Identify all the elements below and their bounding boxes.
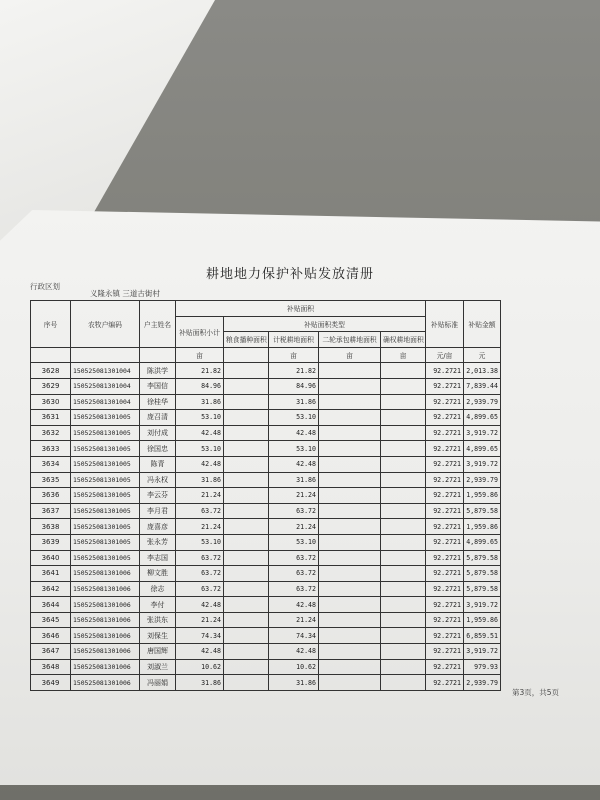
header-code: 农牧户编码 [71, 301, 140, 348]
cell-area-subtotal: 53.10 [176, 410, 224, 426]
cell-confirmed-area [381, 644, 426, 660]
cell-contract-area [319, 488, 381, 504]
cell-standard: 92.2721 [426, 628, 464, 644]
cell-seq: 3648 [31, 659, 71, 675]
cell-tax-area: 63.72 [269, 581, 319, 597]
cell-contract-area [319, 675, 381, 691]
cell-amount: 3,919.72 [464, 425, 501, 441]
cell-standard: 92.2721 [426, 488, 464, 504]
cell-amount: 3,919.72 [464, 644, 501, 660]
cell-contract-area [319, 394, 381, 410]
cell-area-subtotal: 63.72 [176, 550, 224, 566]
cell-standard: 92.2721 [426, 378, 464, 394]
cell-standard: 92.2721 [426, 581, 464, 597]
cell-code: 150525081301006 [71, 566, 140, 582]
cell-name: 徐国忠 [140, 441, 176, 457]
cell-area-subtotal: 63.72 [176, 503, 224, 519]
cell-grain-area [224, 503, 269, 519]
cell-seq: 3647 [31, 644, 71, 660]
cell-grain-area [224, 550, 269, 566]
cell-tax-area: 42.48 [269, 456, 319, 472]
table-row [31, 628, 501, 644]
cell-contract-area [319, 550, 381, 566]
cell-confirmed-area [381, 550, 426, 566]
cell-area-subtotal: 10.62 [176, 659, 224, 675]
cell-confirmed-area [381, 425, 426, 441]
cell-contract-area [319, 363, 381, 379]
header-amount: 补贴金额 [464, 301, 501, 348]
cell-amount: 2,013.38 [464, 363, 501, 379]
cell-seq: 3628 [31, 363, 71, 379]
cell-contract-area [319, 534, 381, 550]
cell-contract-area [319, 566, 381, 582]
cell-grain-area [224, 566, 269, 582]
cell-confirmed-area [381, 659, 426, 675]
cell-standard: 92.2721 [426, 675, 464, 691]
cell-tax-area: 53.10 [269, 534, 319, 550]
cell-standard: 92.2721 [426, 472, 464, 488]
cell-grain-area [224, 425, 269, 441]
cell-tax-area: 21.24 [269, 488, 319, 504]
cell-name: 陈青 [140, 456, 176, 472]
cell-code: 150525081301005 [71, 534, 140, 550]
cell-area-subtotal: 42.48 [176, 644, 224, 660]
cell-tax-area: 42.48 [269, 597, 319, 613]
unit-standard: 元/亩 [426, 347, 464, 363]
cell-tax-area: 84.96 [269, 378, 319, 394]
cell-seq: 3631 [31, 410, 71, 426]
cell-area-subtotal: 21.24 [176, 519, 224, 535]
cell-grain-area [224, 628, 269, 644]
cell-amount: 1,959.86 [464, 488, 501, 504]
cell-contract-area [319, 425, 381, 441]
cell-tax-area: 21.24 [269, 612, 319, 628]
cell-contract-area [319, 456, 381, 472]
cell-code: 150525081301006 [71, 675, 140, 691]
cell-confirmed-area [381, 456, 426, 472]
cell-code: 150525081301005 [71, 425, 140, 441]
cell-name: 张洪东 [140, 612, 176, 628]
cell-tax-area: 53.10 [269, 410, 319, 426]
table-row [31, 503, 501, 519]
cell-contract-area [319, 597, 381, 613]
cell-standard: 92.2721 [426, 410, 464, 426]
cell-confirmed-area [381, 581, 426, 597]
cell-name: 李国信 [140, 378, 176, 394]
cell-contract-area [319, 612, 381, 628]
cell-contract-area [319, 519, 381, 535]
cell-confirmed-area [381, 519, 426, 535]
table-row [31, 644, 501, 660]
cell-name: 唐国辉 [140, 644, 176, 660]
cell-tax-area: 74.34 [269, 628, 319, 644]
cell-contract-area [319, 628, 381, 644]
cell-grain-area [224, 534, 269, 550]
cell-confirmed-area [381, 363, 426, 379]
cell-confirmed-area [381, 410, 426, 426]
table-row [31, 425, 501, 441]
table-row [31, 441, 501, 457]
cell-area-subtotal: 31.86 [176, 472, 224, 488]
cell-name: 刘保生 [140, 628, 176, 644]
cell-name: 刘淑兰 [140, 659, 176, 675]
cell-tax-area: 42.48 [269, 644, 319, 660]
cell-grain-area [224, 597, 269, 613]
cell-grain-area [224, 410, 269, 426]
cell-contract-area [319, 441, 381, 457]
table-row [31, 597, 501, 613]
cell-grain-area [224, 488, 269, 504]
cell-name: 徐桂华 [140, 394, 176, 410]
cell-contract-area [319, 472, 381, 488]
table-row [31, 566, 501, 582]
cell-code: 150525081301005 [71, 503, 140, 519]
table-row [31, 675, 501, 691]
header-row-1 [31, 301, 501, 317]
cell-standard: 92.2721 [426, 394, 464, 410]
cell-grain-area [224, 675, 269, 691]
cell-amount: 1,959.86 [464, 519, 501, 535]
table-row [31, 378, 501, 394]
cell-tax-area: 21.24 [269, 519, 319, 535]
cell-confirmed-area [381, 566, 426, 582]
cell-tax-area: 42.48 [269, 425, 319, 441]
cell-contract-area [319, 581, 381, 597]
cell-code: 150525081301005 [71, 488, 140, 504]
header-grain-area: 粮食播种面积 [224, 332, 269, 348]
cell-tax-area: 63.72 [269, 503, 319, 519]
header-area-subtotal: 补贴面积小计 [176, 316, 224, 347]
cell-seq: 3637 [31, 503, 71, 519]
cell-grain-area [224, 644, 269, 660]
header-area-group: 补贴面积 [176, 301, 426, 317]
cell-seq: 3636 [31, 488, 71, 504]
table-row [31, 394, 501, 410]
cell-seq: 3640 [31, 550, 71, 566]
cell-tax-area: 21.82 [269, 363, 319, 379]
header-contract-area: 二轮承包耕地面积 [319, 332, 381, 348]
cell-grain-area [224, 612, 269, 628]
cell-standard: 92.2721 [426, 363, 464, 379]
header-confirmed-area: 确权耕地面积 [381, 332, 426, 348]
cell-code: 150525081301006 [71, 597, 140, 613]
cell-name: 冯永权 [140, 472, 176, 488]
table-row [31, 472, 501, 488]
cell-grain-area [224, 363, 269, 379]
cell-standard: 92.2721 [426, 503, 464, 519]
cell-standard: 92.2721 [426, 612, 464, 628]
cell-area-subtotal: 42.48 [176, 597, 224, 613]
header-tax-area: 计税耕地面积 [269, 332, 319, 348]
cell-grain-area [224, 441, 269, 457]
cell-name: 庞喜彦 [140, 519, 176, 535]
cell-grain-area [224, 519, 269, 535]
unit-amount: 元 [464, 347, 501, 363]
cell-name: 陈洪学 [140, 363, 176, 379]
cell-standard: 92.2721 [426, 566, 464, 582]
table-row [31, 612, 501, 628]
cell-area-subtotal: 53.10 [176, 534, 224, 550]
cell-amount: 5,879.58 [464, 503, 501, 519]
cell-area-subtotal: 74.34 [176, 628, 224, 644]
cell-grain-area [224, 394, 269, 410]
cell-code: 150525081301004 [71, 378, 140, 394]
cell-area-subtotal: 63.72 [176, 566, 224, 582]
cell-standard: 92.2721 [426, 425, 464, 441]
cell-amount: 2,939.79 [464, 675, 501, 691]
document-title: 耕地地力保护补贴发放清册 [205, 267, 374, 282]
cell-seq: 3641 [31, 566, 71, 582]
cell-code: 150525081301005 [71, 472, 140, 488]
cell-area-subtotal: 63.72 [176, 581, 224, 597]
cell-tax-area: 31.86 [269, 472, 319, 488]
cell-seq: 3629 [31, 378, 71, 394]
cell-area-subtotal: 42.48 [176, 456, 224, 472]
cell-area-subtotal: 21.24 [176, 612, 224, 628]
cell-name: 张永芳 [140, 534, 176, 550]
cell-standard: 92.2721 [426, 550, 464, 566]
cell-amount: 4,899.65 [464, 534, 501, 550]
cell-confirmed-area [381, 597, 426, 613]
cell-standard: 92.2721 [426, 534, 464, 550]
cell-grain-area [224, 581, 269, 597]
cell-grain-area [224, 456, 269, 472]
cell-grain-area [224, 659, 269, 675]
cell-seq: 3638 [31, 519, 71, 535]
cell-code: 150525081301005 [71, 519, 140, 535]
cell-amount: 2,939.79 [464, 394, 501, 410]
cell-area-subtotal: 21.82 [176, 363, 224, 379]
cell-amount: 4,899.65 [464, 410, 501, 426]
unit-row [31, 347, 501, 363]
cell-confirmed-area [381, 378, 426, 394]
cell-contract-area [319, 659, 381, 675]
unit-confirmed: 亩 [381, 347, 426, 363]
cell-contract-area [319, 644, 381, 660]
table-row [31, 488, 501, 504]
cell-amount: 5,879.58 [464, 566, 501, 582]
cell-confirmed-area [381, 472, 426, 488]
cell-code: 150525081301005 [71, 550, 140, 566]
cell-confirmed-area [381, 675, 426, 691]
table-row [31, 456, 501, 472]
cell-seq: 3630 [31, 394, 71, 410]
cell-area-subtotal: 84.96 [176, 378, 224, 394]
cell-name: 李月君 [140, 503, 176, 519]
cell-standard: 92.2721 [426, 456, 464, 472]
cell-confirmed-area [381, 628, 426, 644]
header-seq: 序号 [31, 301, 71, 348]
unit-area: 亩 [176, 347, 224, 363]
cell-code: 150525081301004 [71, 363, 140, 379]
cell-standard: 92.2721 [426, 597, 464, 613]
cell-confirmed-area [381, 441, 426, 457]
cell-area-subtotal: 42.48 [176, 425, 224, 441]
cell-code: 150525081301005 [71, 410, 140, 426]
cell-area-subtotal: 31.86 [176, 394, 224, 410]
table-row [31, 550, 501, 566]
page-number: 第3页，共5页 [512, 688, 560, 697]
cell-standard: 92.2721 [426, 519, 464, 535]
cell-name: 徐志 [140, 581, 176, 597]
cell-contract-area [319, 503, 381, 519]
cell-confirmed-area [381, 503, 426, 519]
cell-contract-area [319, 410, 381, 426]
cell-amount: 6,859.51 [464, 628, 501, 644]
table-row [31, 519, 501, 535]
cell-standard: 92.2721 [426, 441, 464, 457]
region-label: 行政区划 [30, 282, 60, 291]
cell-confirmed-area [381, 488, 426, 504]
cell-area-subtotal: 21.24 [176, 488, 224, 504]
cell-name: 庞召清 [140, 410, 176, 426]
cell-code: 150525081301006 [71, 612, 140, 628]
unit-tax: 亩 [269, 347, 319, 363]
cell-code: 150525081301006 [71, 659, 140, 675]
cell-standard: 92.2721 [426, 644, 464, 660]
cell-tax-area: 53.10 [269, 441, 319, 457]
cell-seq: 3646 [31, 628, 71, 644]
cell-seq: 3642 [31, 581, 71, 597]
cell-amount: 5,879.58 [464, 550, 501, 566]
cell-seq: 3634 [31, 456, 71, 472]
cell-tax-area: 63.72 [269, 550, 319, 566]
cell-contract-area [319, 378, 381, 394]
unit-contract: 亩 [319, 347, 381, 363]
cell-name: 李云芬 [140, 488, 176, 504]
cell-code: 150525081301004 [71, 394, 140, 410]
cell-amount: 1,959.86 [464, 612, 501, 628]
cell-amount: 979.93 [464, 659, 501, 675]
cell-amount: 3,919.72 [464, 597, 501, 613]
table-row [31, 410, 501, 426]
table-row [31, 581, 501, 597]
cell-name: 李付 [140, 597, 176, 613]
cell-seq: 3639 [31, 534, 71, 550]
cell-name: 冯丽娟 [140, 675, 176, 691]
cell-code: 150525081301005 [71, 456, 140, 472]
cell-code: 150525081301006 [71, 644, 140, 660]
cell-tax-area: 63.72 [269, 566, 319, 582]
cell-seq: 3645 [31, 612, 71, 628]
header-standard: 补贴标准 [426, 301, 464, 348]
cell-area-subtotal: 53.10 [176, 441, 224, 457]
table-row [31, 363, 501, 379]
cell-amount: 2,939.79 [464, 472, 501, 488]
subsidy-register-table [30, 300, 501, 691]
cell-grain-area [224, 378, 269, 394]
cell-amount: 3,919.72 [464, 456, 501, 472]
cell-confirmed-area [381, 534, 426, 550]
header-type-group: 补贴面积类型 [224, 316, 426, 332]
cell-grain-area [224, 472, 269, 488]
cell-standard: 92.2721 [426, 659, 464, 675]
cell-area-subtotal: 31.86 [176, 675, 224, 691]
cell-seq: 3649 [31, 675, 71, 691]
cell-confirmed-area [381, 394, 426, 410]
cell-code: 150525081301006 [71, 628, 140, 644]
header-name: 户主姓名 [140, 301, 176, 348]
cell-tax-area: 31.86 [269, 675, 319, 691]
cell-name: 柳文胜 [140, 566, 176, 582]
cell-tax-area: 31.86 [269, 394, 319, 410]
cell-seq: 3632 [31, 425, 71, 441]
cell-seq: 3635 [31, 472, 71, 488]
cell-code: 150525081301006 [71, 581, 140, 597]
cell-seq: 3644 [31, 597, 71, 613]
cell-confirmed-area [381, 612, 426, 628]
cell-code: 150525081301005 [71, 441, 140, 457]
table-row [31, 659, 501, 675]
region-value: 义隆永镇 三道古街村 [90, 289, 160, 298]
cell-tax-area: 10.62 [269, 659, 319, 675]
cell-seq: 3633 [31, 441, 71, 457]
cell-amount: 4,899.65 [464, 441, 501, 457]
table-row [31, 534, 501, 550]
cell-amount: 5,879.58 [464, 581, 501, 597]
cell-name: 李志国 [140, 550, 176, 566]
cell-name: 刘付成 [140, 425, 176, 441]
cell-amount: 7,839.44 [464, 378, 501, 394]
